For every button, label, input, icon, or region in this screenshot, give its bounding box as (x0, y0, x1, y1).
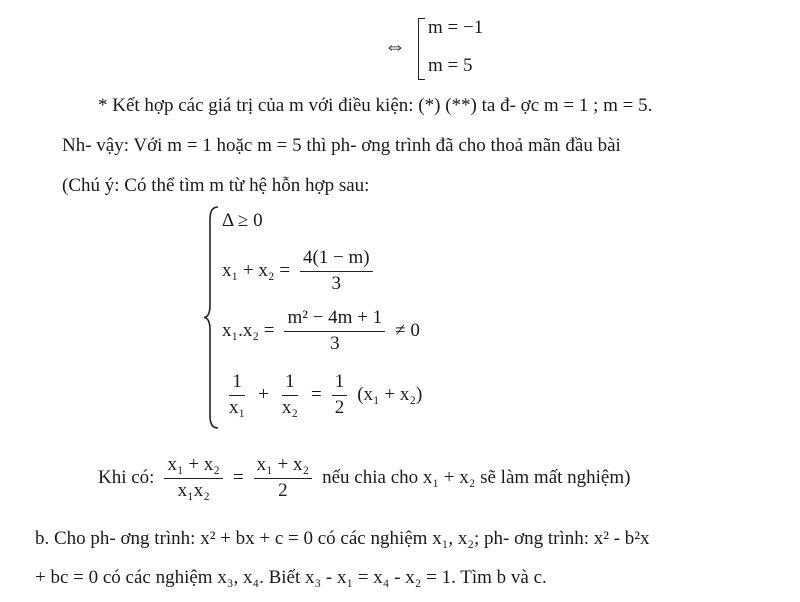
eq4-right: (x₁ + x₂) (357, 384, 423, 406)
equals: = (232, 467, 244, 489)
part-b-line-2: + bc = 0 có các nghiệm x₃, x₄. Biết x₃ - x₁ = x₄ - x₂ = 1. Tìm b và c. (35, 567, 547, 588)
part-b-line-1: b. Cho ph- ơng trình: x² + bx + c = 0 có các nghiệm x₁, x₂; ph- ơng trình: x² - b²x (35, 528, 650, 549)
equals: = (310, 384, 322, 406)
frac-1-2 (332, 372, 348, 419)
denominator: 2 (334, 396, 345, 418)
system-brace (202, 205, 220, 430)
numerator: 4(1 − m) (300, 248, 373, 272)
text-line-1: * Kết hợp các giá trị của m với điều kiện: (*) (**) ta đ- ợc m = 1 ; m = 5. (98, 95, 653, 116)
khi-co-tail: nếu chia cho x₁ + x₂ sẽ làm mất nghiệm) (322, 467, 631, 489)
numerator: 1 (229, 372, 245, 396)
case-2: m = 5 (428, 55, 473, 76)
denominator: 3 (330, 332, 340, 354)
text-line-3: (Chú ý: Có thể tìm m từ hệ hỗn hợp sau: (62, 175, 370, 196)
equivalence-symbol: ⇔ (384, 33, 406, 58)
numerator: 1 (332, 372, 348, 396)
frac-1-x2 (279, 372, 301, 419)
eq2-left: x₁ + x₂ = (222, 260, 290, 282)
denominator: 3 (331, 272, 342, 294)
numerator: 1 (282, 372, 298, 396)
case-1: m = −1 (428, 17, 484, 38)
numerator: x₁ + x₂ (164, 455, 222, 479)
case-bracket (418, 18, 425, 80)
khi-co-line (98, 455, 630, 502)
eq3-fraction (284, 308, 385, 355)
system-eq-3 (222, 308, 420, 355)
khi-co-frac-1 (164, 455, 222, 502)
eq2-fraction (300, 248, 373, 295)
eq3-left: x₁.x₂ = (222, 320, 275, 342)
numerator: m² − 4m + 1 (284, 308, 385, 332)
plus: + (258, 384, 269, 406)
system-eq-4 (222, 372, 422, 419)
denominator: x₁ (229, 396, 246, 418)
system-eq-2 (222, 248, 377, 295)
denominator: 2 (278, 479, 288, 501)
khi-co-label: Khi có: (98, 467, 155, 489)
denominator: x₂ (281, 396, 298, 418)
frac-1-x1 (226, 372, 248, 419)
text-line-2: Nh- vậy: Với m = 1 hoặc m = 5 thì ph- ơng trình đã cho thoả mãn đầu bài (62, 135, 621, 156)
system-eq-1: Δ ≥ 0 (222, 210, 263, 231)
denominator: x₁x₂ (177, 479, 210, 501)
eq3-right: ≠ 0 (395, 320, 420, 342)
numerator: x₁ + x₂ (254, 455, 312, 479)
khi-co-frac-2 (254, 455, 312, 502)
